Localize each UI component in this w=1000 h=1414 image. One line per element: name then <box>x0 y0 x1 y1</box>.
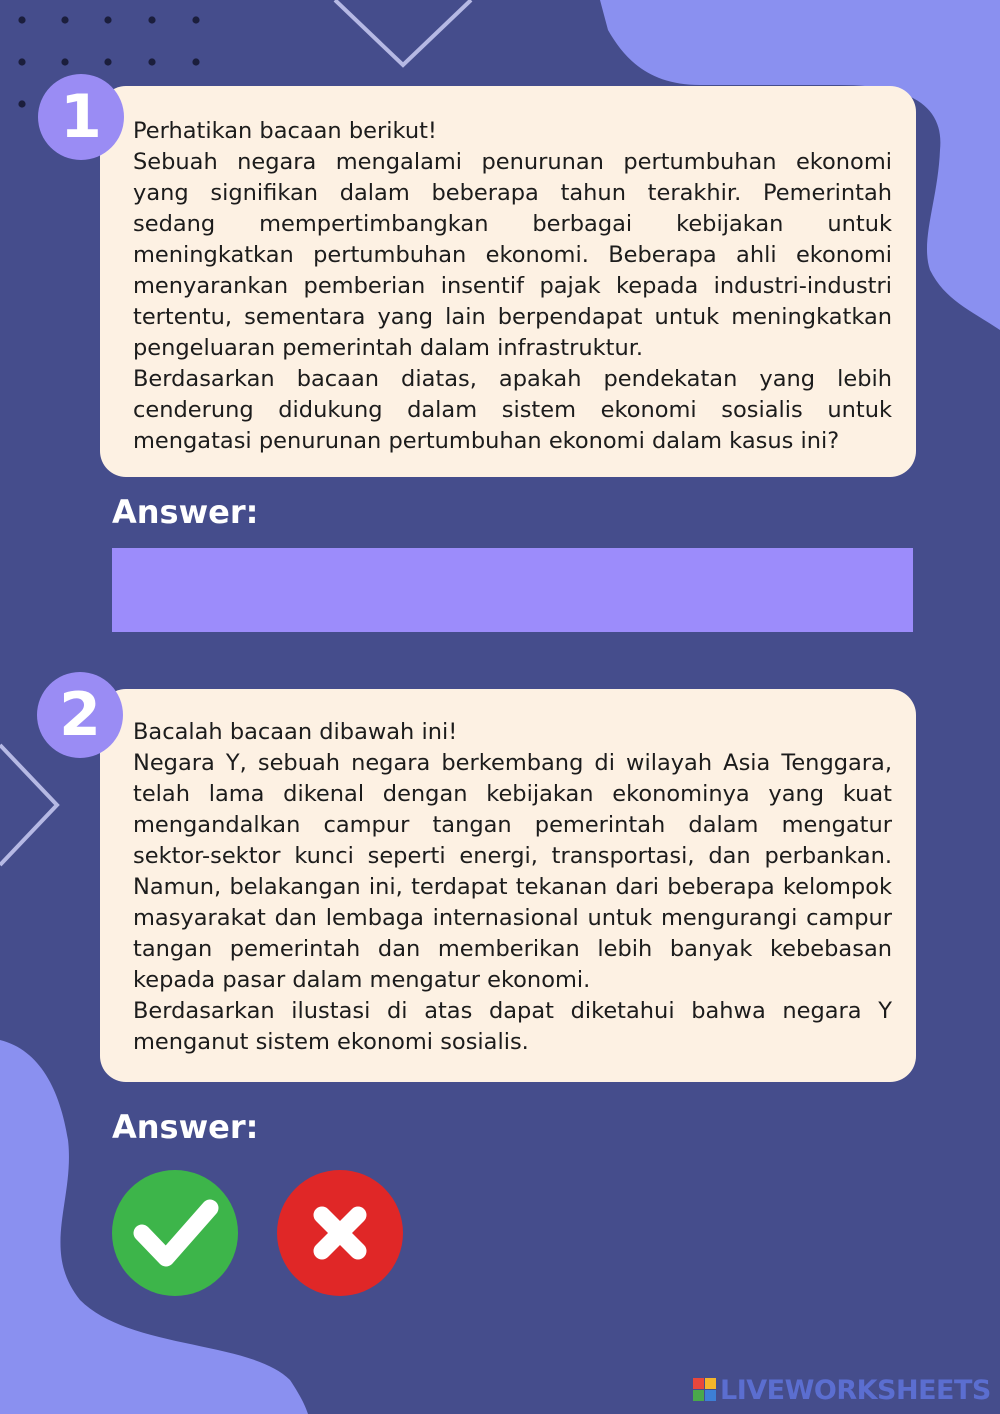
question-1-card <box>100 86 916 477</box>
logo-text: LIVEWORKSHEETS <box>720 1374 991 1406</box>
logo-mark-icon <box>693 1378 717 1402</box>
false-answer-button[interactable] <box>277 1170 403 1296</box>
checkmark-icon <box>112 1170 238 1296</box>
liveworksheets-logo <box>693 1375 991 1405</box>
question-1-title: Perhatikan bacaan berikut! <box>133 118 437 144</box>
question-2-number-badge: 2 <box>37 672 123 758</box>
question-2-question: Berdasarkan ilustasi di atas dapat diketahui bahwa negara Y menganut sistem ekonomi sosialis. <box>133 998 892 1055</box>
question-2-answer-label: Answer: <box>112 1108 259 1146</box>
question-1-paragraph: Sebuah negara mengalami penurunan pertumbuhan ekonomi yang signifikan dalam beberapa tahun terakhir. Pemerintah sedang mempertimbangkan berbagai kebijakan untuk meningkatkan pertumbuhan ekonomi. Beberapa ahli ekonomi menyarankan pemberian insentif pajak kepada industri-industri tertentu, sementara yang lain berpendapat untuk meningkatkan pengeluaran pemerintah dalam infrastruktur. <box>133 149 892 361</box>
top-chevron <box>335 0 471 65</box>
question-2-card <box>100 689 916 1082</box>
question-1-question: Berdasarkan bacaan diatas, apakah pendekatan yang lebih cenderung didukung dalam sistem ekonomi sosialis untuk mengatasi penurunan pertumbuhan ekonomi dalam kasus ini? <box>133 366 892 454</box>
question-1-number-badge: 1 <box>38 74 124 160</box>
question-1-answer-label: Answer: <box>112 493 259 531</box>
cross-icon <box>277 1170 403 1296</box>
left-chevron <box>0 745 57 865</box>
question-2-paragraph: Negara Y, sebuah negara berkembang di wilayah Asia Tenggara, telah lama dikenal dengan kebijakan ekonominya yang kuat mengandalkan campur tangan pemerintah dalam mengatur sektor-sektor kunci seperti energi, transportasi, dan perbankan. Namun, belakangan ini, terdapat tekanan dari beberapa kelompok masyarakat dan lembaga internasional untuk mengurangi campur tangan pemerintah dan memberikan lebih banyak kebebasan kepada pasar dalam mengatur ekonomi. <box>133 750 892 993</box>
question-1-answer-input[interactable] <box>112 548 913 632</box>
true-answer-button[interactable] <box>112 1170 238 1296</box>
question-2-title: Bacalah bacaan dibawah ini! <box>133 719 458 745</box>
